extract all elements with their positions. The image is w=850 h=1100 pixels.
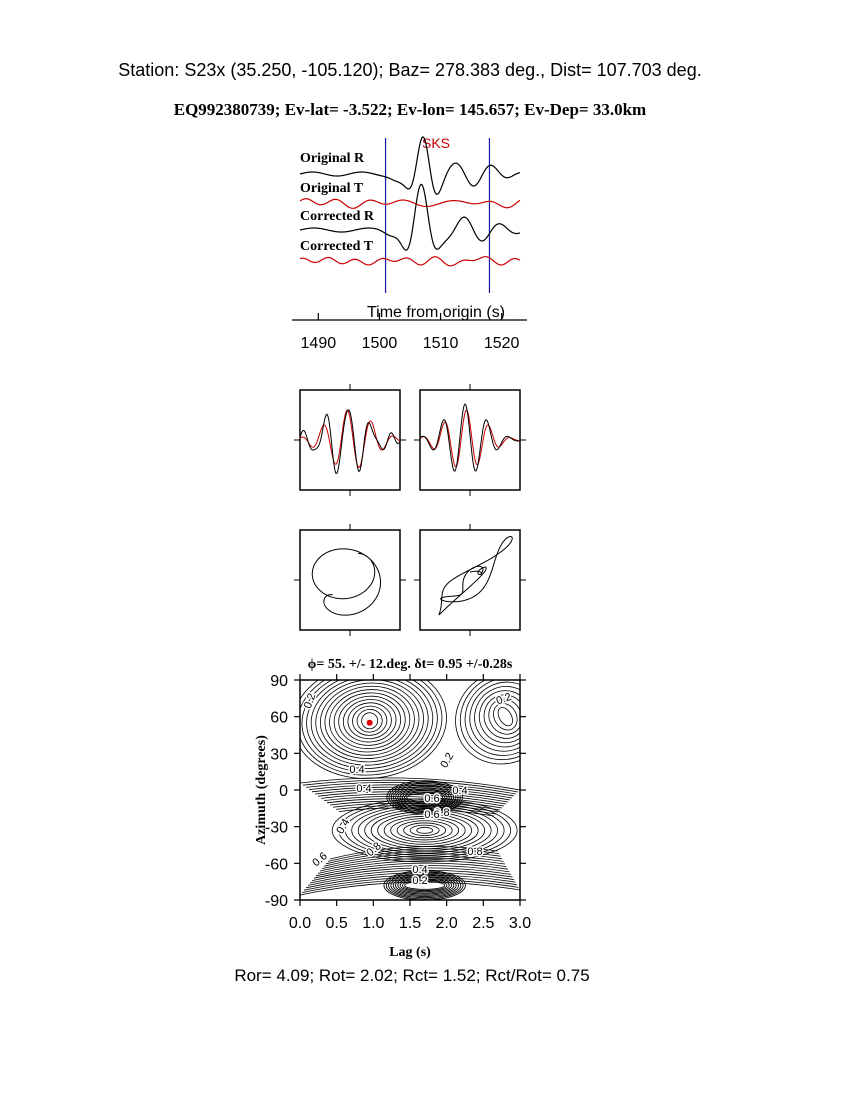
grid-y-tick-label: 60 bbox=[270, 709, 288, 727]
contour-label: 0.2 bbox=[301, 691, 319, 711]
contour-label: 0.4 bbox=[452, 785, 468, 797]
energy-contour bbox=[397, 821, 452, 840]
time-tick-label: 1510 bbox=[422, 335, 459, 352]
grid-y-tick-label: 90 bbox=[270, 673, 288, 690]
trace-label-original-t: Original T bbox=[300, 181, 364, 196]
contour-label: 0.8 bbox=[467, 846, 483, 858]
grid-y-tick-label: 30 bbox=[270, 746, 288, 764]
time-axis-label: Time from origin (s) bbox=[366, 304, 506, 321]
grid-x-tick-label: 1.5 bbox=[398, 915, 422, 932]
particle-motion-corrected bbox=[414, 524, 526, 636]
energy-contour bbox=[391, 819, 459, 843]
energy-contour bbox=[417, 827, 433, 833]
contour-label: 0.4 bbox=[356, 783, 372, 795]
grid-x-tick-label: 3.0 bbox=[508, 915, 532, 932]
trace-label-corrected-t: Corrected T bbox=[300, 239, 373, 254]
contour-label: 0.2 bbox=[438, 750, 457, 771]
contour-label: 0.8 bbox=[434, 807, 450, 819]
energy-contour bbox=[495, 705, 515, 728]
grid-x-tick-label: 2.5 bbox=[472, 915, 495, 932]
energy-contour bbox=[410, 825, 439, 835]
contour-label: 0.6 bbox=[310, 850, 330, 870]
energy-contours bbox=[288, 651, 573, 900]
phase-label: SKS bbox=[421, 135, 451, 151]
seismogram-panel bbox=[292, 135, 527, 352]
grid-y-tick-label: -30 bbox=[264, 819, 288, 837]
trace-corrected-t bbox=[300, 257, 520, 266]
contour-label: 0.2 bbox=[412, 875, 428, 887]
contour-label: 0.6 bbox=[424, 809, 440, 821]
grid-title: ϕ= 55. +/- 12.deg. δt= 0.95 +/-0.28s bbox=[307, 657, 513, 672]
contour-label: 0.4 bbox=[349, 764, 365, 776]
grid-y-tick-label: -60 bbox=[264, 856, 288, 874]
energy-contour bbox=[444, 657, 566, 776]
particle-motion-original bbox=[294, 524, 406, 636]
grid-x-tick-label: 2.0 bbox=[435, 915, 458, 932]
waveform-panel-original bbox=[294, 384, 406, 496]
grid-ylabel: Azimuth (degrees) bbox=[254, 735, 269, 845]
grid-x-tick-label: 1.0 bbox=[362, 915, 385, 932]
particle-motion-original-path bbox=[312, 549, 380, 615]
energy-grid-panel bbox=[254, 651, 573, 960]
grid-y-tick-label: -90 bbox=[264, 893, 288, 910]
grid-x-tick-label: 0.5 bbox=[325, 915, 348, 932]
contour-label: 0.6 bbox=[424, 793, 440, 805]
particle-motion-corrected-path bbox=[439, 537, 512, 615]
energy-contour bbox=[457, 669, 553, 764]
contour-label: 0.2 bbox=[494, 690, 514, 708]
grid-xlabel: Lag (s) bbox=[389, 945, 431, 960]
trace-original-t bbox=[300, 199, 520, 209]
event-line: EQ992380739; Ev-lat= -3.522; Ev-lon= 145.657; Ev-Dep= 33.0km bbox=[173, 100, 647, 119]
time-tick-label: 1490 bbox=[300, 335, 337, 352]
trace-label-corrected-r: Corrected R bbox=[300, 209, 374, 224]
contour-label: 0.4 bbox=[334, 816, 353, 837]
grid-y-tick-label: 0 bbox=[279, 783, 288, 800]
time-tick-label: 1500 bbox=[361, 335, 398, 352]
waveform-panel-corrected bbox=[414, 384, 526, 496]
station-line: Station: S23x (35.250, -105.120); Baz= 278.383 deg., Dist= 107.703 deg. bbox=[118, 60, 702, 80]
contour-label: 0.8 bbox=[364, 840, 384, 860]
grid-x-tick-label: 0.0 bbox=[288, 915, 312, 932]
best-fit-marker bbox=[367, 720, 373, 726]
waveform-original-transverse bbox=[300, 410, 400, 467]
waveform-corrected-radial bbox=[420, 404, 520, 471]
contour-label: 0.4 bbox=[412, 864, 428, 876]
time-tick-label: 1520 bbox=[483, 335, 520, 352]
trace-label-original-r: Original R bbox=[300, 151, 365, 166]
ratio-line: Ror= 4.09; Rot= 2.02; Rct= 1.52; Rct/Rot= 0.75 bbox=[234, 966, 590, 985]
